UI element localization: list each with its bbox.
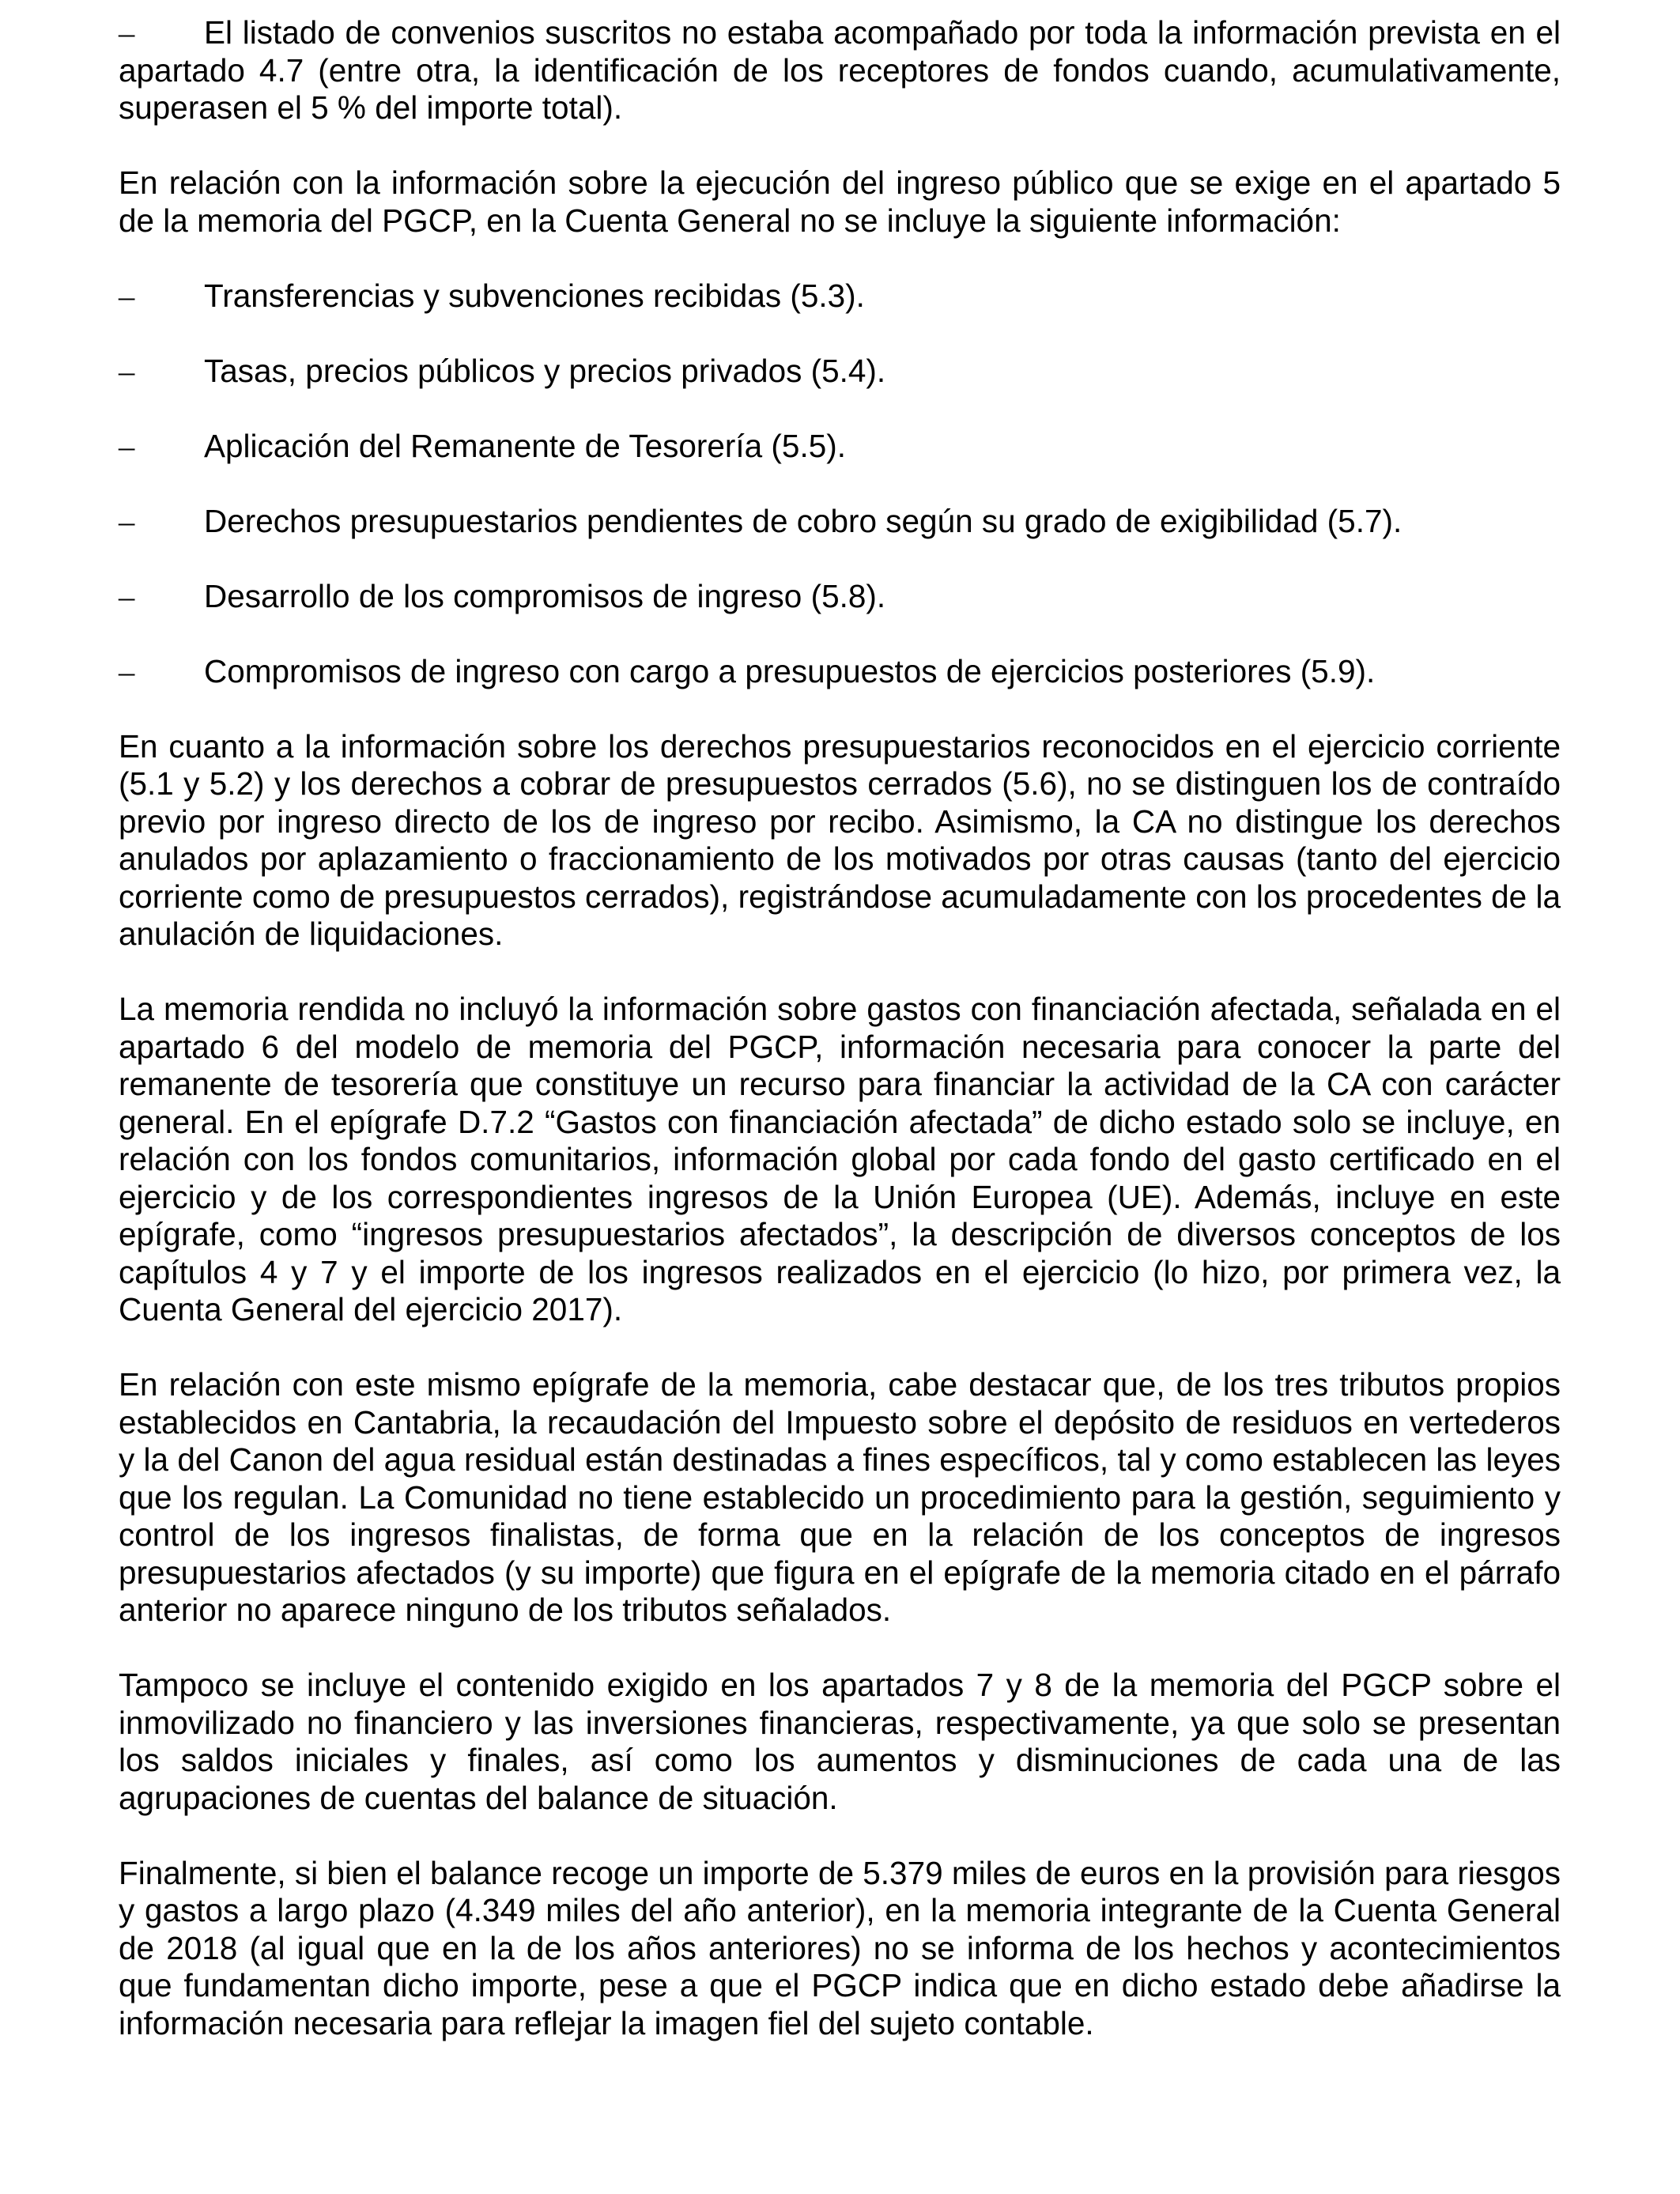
dash-bullet-icon: –: [119, 428, 135, 464]
dash-bullet-icon: –: [119, 503, 135, 539]
list-item-text: Aplicación del Remanente de Tesorería (5.5).: [204, 427, 846, 464]
list-item: [119, 653, 1561, 691]
document-page: [119, 14, 1561, 2042]
paragraph-provision-riesgos: Finalmente, si bien el balance recoge un importe de 5.379 miles de euros en la provisión para riesgos y gastos a largo plazo (4.349 miles del año anterior), en la memoria integrante de la Cuenta General de 2018 (al igual que en la de los años anteriores) no se informa de los hechos y acontecimientos que fundamentan dicho importe, pese a que el PGCP indica que en dicho estado debe añadirse la información necesaria para reflejar la imagen fiel del sujeto contable.: [119, 1854, 1561, 2041]
list-item-text: Compromisos de ingreso con cargo a presupuestos de ejercicios posteriores (5.9).: [204, 652, 1376, 689]
list-item: [119, 428, 1561, 466]
dash-bullet-icon: –: [119, 653, 135, 689]
list-item-text: Desarrollo de los compromisos de ingreso (5.8).: [204, 577, 886, 614]
dash-bullet-icon: –: [119, 278, 135, 314]
paragraph-gastos-financiacion-afectada: La memoria rendida no incluyó la información sobre gastos con financiación afectada, señalada en el apartado 6 del modelo de memoria del PGCP, información necesaria para conocer la parte del remanente de tesorería que constituye un recurso para financiar la actividad de la CA con carácter general. En el epígrafe D.7.2 “Gastos con financiación afectada” de dicho estado solo se incluye, en relación con los fondos comunitarios, información global por cada fondo del gasto certificado en el ejercicio y de los correspondientes ingresos de la Unión Europea (UE). Además, incluye en este epígrafe, como “ingresos presupuestarios afectados”, la descripción de diversos conceptos de los capítulos 4 y 7 y el importe de los ingresos realizados en el ejercicio (lo hizo, por primera vez, la Cuenta General del ejercicio 2017).: [119, 991, 1561, 1327]
list-item: [119, 503, 1561, 541]
list-item: [119, 353, 1561, 391]
paragraph-derechos-presupuestarios: En cuanto a la información sobre los derechos presupuestarios reconocidos en el ejercicio corriente (5.1 y 5.2) y los derechos a cobrar de presupuestos cerrados (5.6), no se distinguen los de contraído previo por ingreso directo de los de ingreso por recibo. Asimismo, la CA no distingue los derechos anulados por aplazamiento o fraccionamiento de los motivados por otras causas (tanto del ejercicio corriente como de presupuestos cerrados), registrándose acumuladamente con los procedentes de la anulación de liquidaciones.: [119, 727, 1561, 952]
list-item-text: Transferencias y subvenciones recibidas (5.3).: [204, 277, 865, 314]
dash-bullet-icon: –: [119, 15, 135, 51]
paragraph-tributos-propios: En relación con este mismo epígrafe de la memoria, cabe destacar que, de los tres tributos propios establecidos en Cantabria, la recaudación del Impuesto sobre el depósito de residuos en vertederos y la del Canon del agua residual están destinadas a fines específicos, tal y como establecen las leyes que los regulan. La Comunidad no tiene establecido un procedimiento para la gestión, seguimiento y control de los ingresos finalistas, de forma que en la relación de los conceptos de ingresos presupuestarios afectados (y su importe) que figura en el epígrafe de la memoria citado en el párrafo anterior no aparece ninguno de los tributos señalados.: [119, 1366, 1561, 1628]
dash-bullet-icon: –: [119, 578, 135, 614]
paragraph-inmovilizado: Tampoco se incluye el contenido exigido en los apartados 7 y 8 de la memoria del PGCP sobre el inmovilizado no financiero y las inversiones financieras, respectivamente, ya que solo se presentan los saldos iniciales y finales, así como los aumentos y disminuciones de cada una de las agrupaciones de cuentas del balance de situación.: [119, 1667, 1561, 1816]
paragraph-ingreso-publico: En relación con la información sobre la ejecución del ingreso público que se exige en el apartado 5 de la memoria del PGCP, en la Cuenta General no se incluye la siguiente información:: [119, 164, 1561, 239]
dash-bullet-icon: –: [119, 353, 135, 389]
list-item: [119, 578, 1561, 616]
list-item: [119, 14, 1561, 127]
list-item: [119, 278, 1561, 315]
list-item-text: El listado de convenios suscritos no estaba acompañado por toda la información prevista en el apartado 4.7 (entre otra, la identificación de los receptores de fondos cuando, acumulativamente, superasen el 5 % del importe total).: [119, 14, 1561, 126]
list-item-text: Derechos presupuestarios pendientes de cobro según su grado de exigibilidad (5.7).: [204, 502, 1403, 539]
list-item-text: Tasas, precios públicos y precios privados (5.4).: [204, 352, 886, 389]
